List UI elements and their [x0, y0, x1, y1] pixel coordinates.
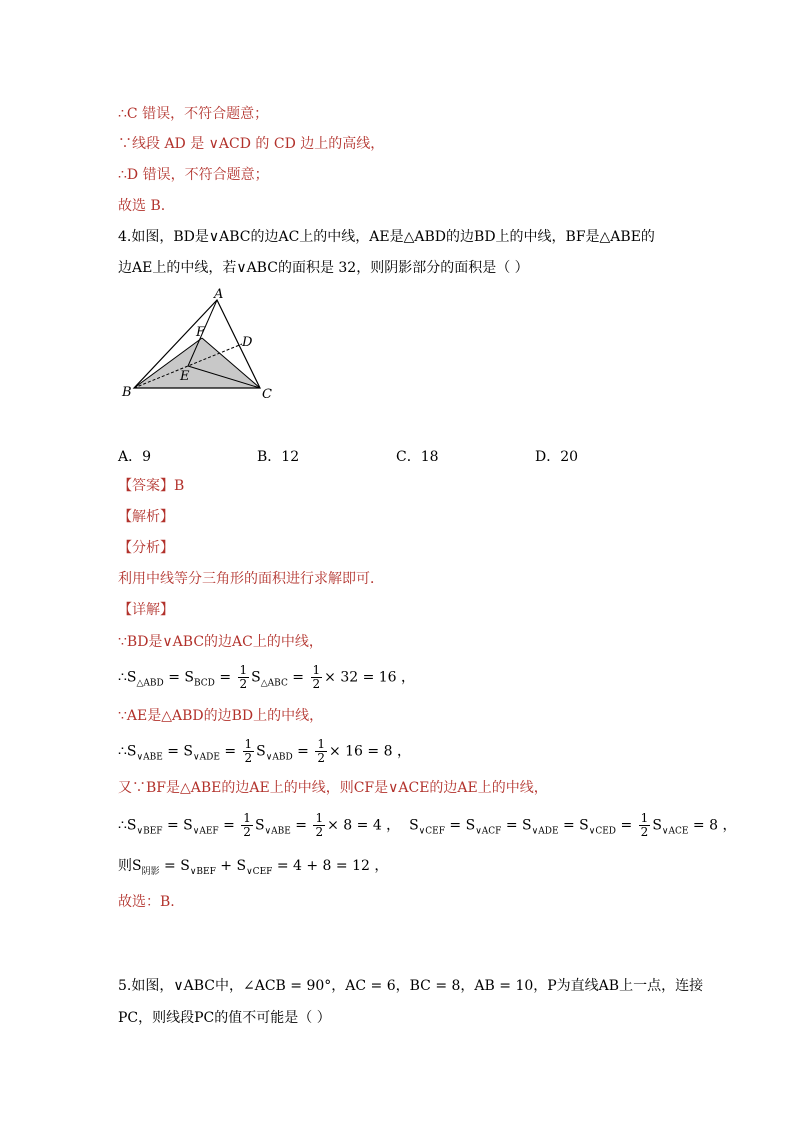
label-b: B [122, 385, 132, 400]
detail-line-3: ∵AE是△ABD的边BD上的中线， [118, 708, 324, 724]
fenxi-tag: 【分析】 [118, 540, 174, 556]
detail-line-1: ∵BD是∨ABC的边AC上的中线， [118, 634, 323, 650]
triangle-figure [112, 286, 282, 406]
option-d: D．20 [535, 449, 579, 465]
option-c: C．18 [396, 449, 439, 465]
q5-stem-line-2: PC，则线段PC的值不可能是（ ） [118, 1010, 331, 1026]
option-a: A．9 [118, 449, 152, 465]
prev-line-1: ∴C 错误，不符合题意； [118, 106, 269, 122]
detail-line-5: 又∵BF是△ABE的边AE上的中线，则CF是∨ACE的边AE上的中线， [118, 780, 548, 796]
q4-stem-line-2: 边AE上的中线，若∨ABC的面积是 32，则阴影部分的面积是（ ） [118, 260, 529, 276]
equation-3: $\therefore S_{\vee BEF} = S_{\vee AEF}$ = $\frac{1}{2}$ $S_{\vee ABE}$ = $\frac{1}{2}$ × 8 = 4 ， $S_{\vee CEF} = S_{\vee ACF} = S_{\vee ADE} = S_{\vee CED}$ = $\frac{1}{2}$ $S_{\vee ACE} = 8$ ， [118, 811, 737, 839]
prev-line-3: ∴D 错误，不符合题意； [118, 167, 269, 183]
answer-tag: 【答案】B [118, 478, 185, 494]
prev-line-4: 故选 B. [118, 198, 166, 214]
label-c: C [262, 387, 272, 402]
equation-4: 则$S_{阴影} = S_{\vee BEF} + S_{\vee CEF} = 4 + 8 = 12$ ， [118, 858, 389, 877]
q5-stem-line-1: 5.如图，∨ABC中，∠ACB = 90°，AC = 6，BC = 8，AB = 10，P为直线AB上一点，连接 [118, 978, 704, 994]
label-d: D [242, 335, 253, 350]
label-e: E [180, 369, 190, 384]
q4-stem-line-1: 4.如图，BD是∨ABC的边AC上的中线，AE是△ABD的边BD上的中线，BF是△ABE的 [118, 229, 655, 245]
detail-tag: 【详解】 [118, 602, 174, 618]
equation-1: $\therefore S_{\triangle ABD} = S_{BCD}$ = $\frac{1}{2}$ $S_{\triangle ABC}$ = $\frac{1}{2}$ × 32 = 16 ， [118, 663, 416, 691]
equation-2: $\therefore S_{\vee ABE} = S_{\vee ADE}$ = $\frac{1}{2}$ $S_{\vee ABD}$ = $\frac{1}{2}$ × 16 = 8 ， [118, 737, 411, 765]
label-f: F [196, 325, 206, 340]
detail-line-8: 故选：B. [118, 894, 175, 910]
fenxi-text: 利用中线等分三角形的面积进行求解即可． [118, 571, 384, 587]
label-a: A [214, 287, 224, 302]
option-b: B．12 [257, 449, 300, 465]
analysis-tag: 【解析】 [118, 509, 174, 525]
prev-line-2: ∵线段 AD 是 ∨ACD 的 CD 边上的高线， [118, 136, 385, 152]
